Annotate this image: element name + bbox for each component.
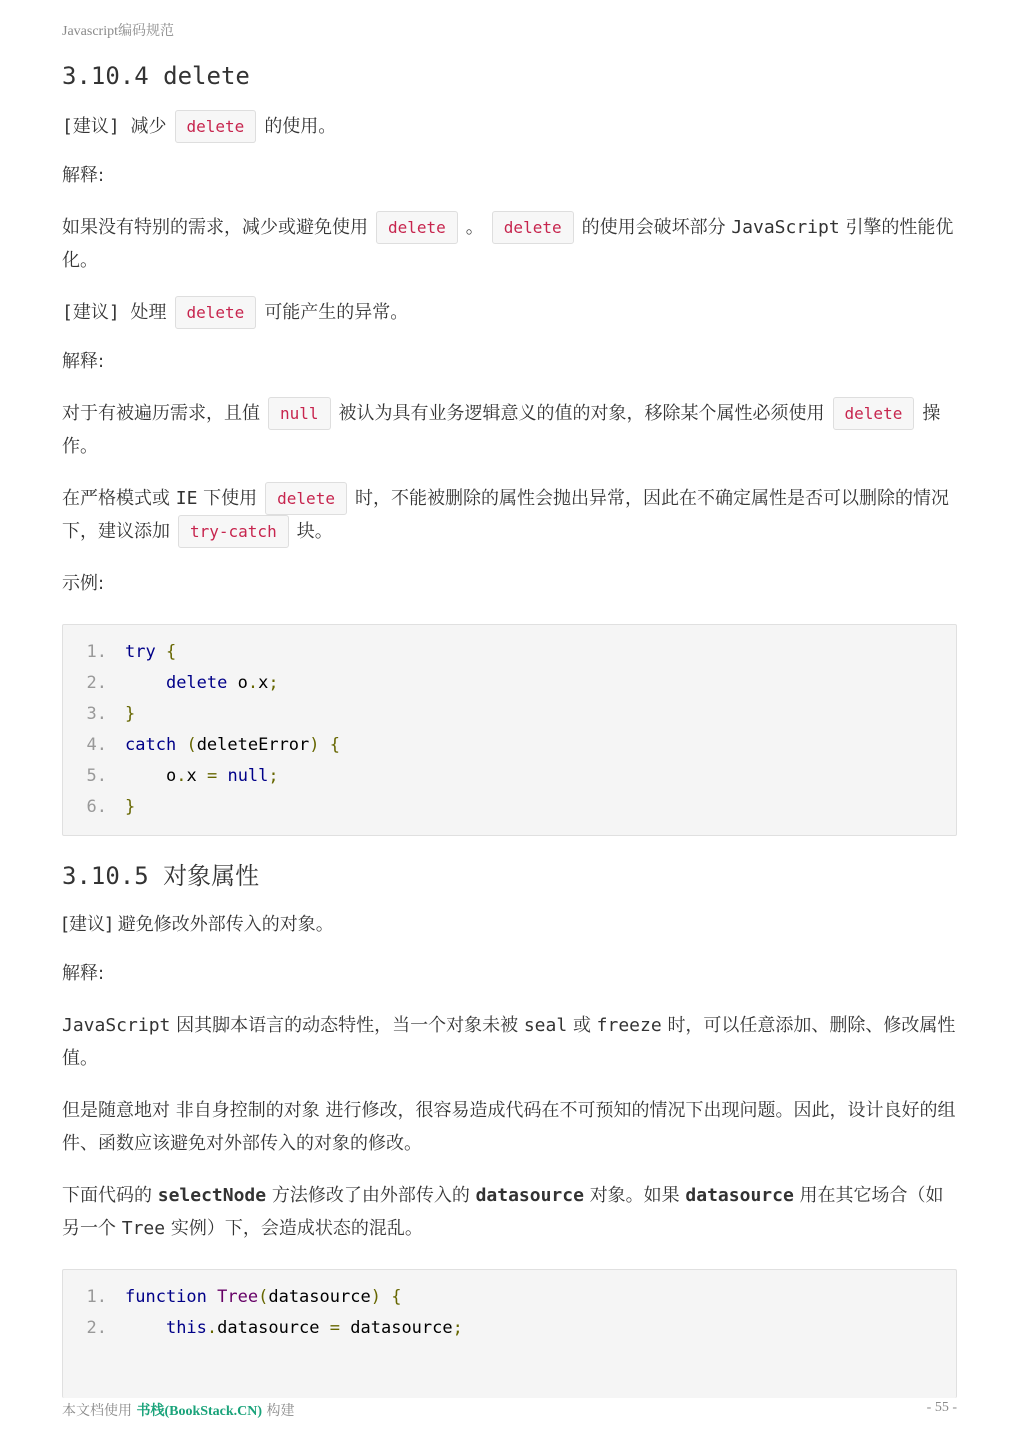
code-line: 3. } (86, 704, 136, 724)
inline-code: try-catch (178, 515, 289, 548)
code-line: 5. o.x = null; (86, 766, 279, 786)
paragraph: JavaScript 因其脚本语言的动态特性，当一个对象未被 seal 或 freeze 时，可以任意添加、删除、修改属性值。 (62, 1015, 956, 1069)
page-number: - 55 - (926, 1400, 957, 1415)
code-line: 4. catch (deleteError) { (86, 735, 341, 755)
page-content (62, 58, 957, 1398)
explain-label: 解释: (62, 351, 105, 372)
inline-code: delete (175, 296, 257, 329)
footer-credit: 本文档使用 书栈(BookStack.CN) 构建 (62, 1403, 295, 1419)
inline-code: delete (492, 211, 574, 244)
inline-code: delete (175, 110, 257, 143)
code-block-tree (62, 1269, 957, 1398)
running-header: Javascript编码规范 (62, 24, 174, 39)
inline-code: delete (833, 397, 915, 430)
code-line: 2. this.datasource = datasource; (86, 1318, 463, 1338)
inline-code: delete (265, 482, 347, 515)
rule-reduce-delete: [建议] 减少 delete 的使用。 (62, 110, 957, 143)
example-label: 示例: (62, 573, 105, 594)
code-line: 6. } (86, 797, 136, 817)
code-line: 2. delete o.x; (86, 673, 279, 693)
section-title-3-10-4: 3.10.4 delete (62, 62, 250, 90)
rule-handle-delete-exception: [建议] 处理 delete 可能产生的异常。 (62, 296, 957, 329)
code-line: 1. function Tree(datasource) { (86, 1287, 402, 1307)
paragraph: 如果没有特别的需求，减少或避免使用 delete 。 delete 的使用会破坏部分 JavaScript 引擎的性能优化。 (62, 211, 957, 277)
explain-label: 解释: (62, 165, 105, 186)
paragraph: 下面代码的 selectNode 方法修改了由外部传入的 datasource 对象。如果 datasource 用在其它场合（如另一个 Tree 实例）下，会造成状态的混乱。 (62, 1185, 944, 1239)
inline-code: delete (376, 211, 458, 244)
paragraph: 对于有被遍历需求，且值 null 被认为具有业务逻辑意义的值的对象，移除某个属性必须使用 delete 操作。 (62, 397, 957, 463)
inline-code: null (268, 397, 331, 430)
bookstack-link[interactable]: 书栈(BookStack.CN) (136, 1404, 263, 1419)
rule-avoid-modify-external: [建议] 避免修改外部传入的对象。 (62, 914, 334, 935)
code-block-try-catch (62, 624, 957, 836)
section-title-3-10-5: 3.10.5 对象属性 (62, 862, 260, 890)
paragraph: 但是随意地对 非自身控制的对象 进行修改，很容易造成代码在不可预知的情况下出现问题。因此，设计良好的组件、函数应该避免对外部传入的对象的修改。 (62, 1100, 956, 1154)
code-line: 1. try { (86, 642, 177, 662)
explain-label: 解释: (62, 963, 105, 984)
paragraph: 在严格模式或 IE 下使用 delete 时，不能被删除的属性会抛出异常，因此在不确定属性是否可以删除的情况下，建议添加 try-catch 块。 (62, 482, 957, 548)
